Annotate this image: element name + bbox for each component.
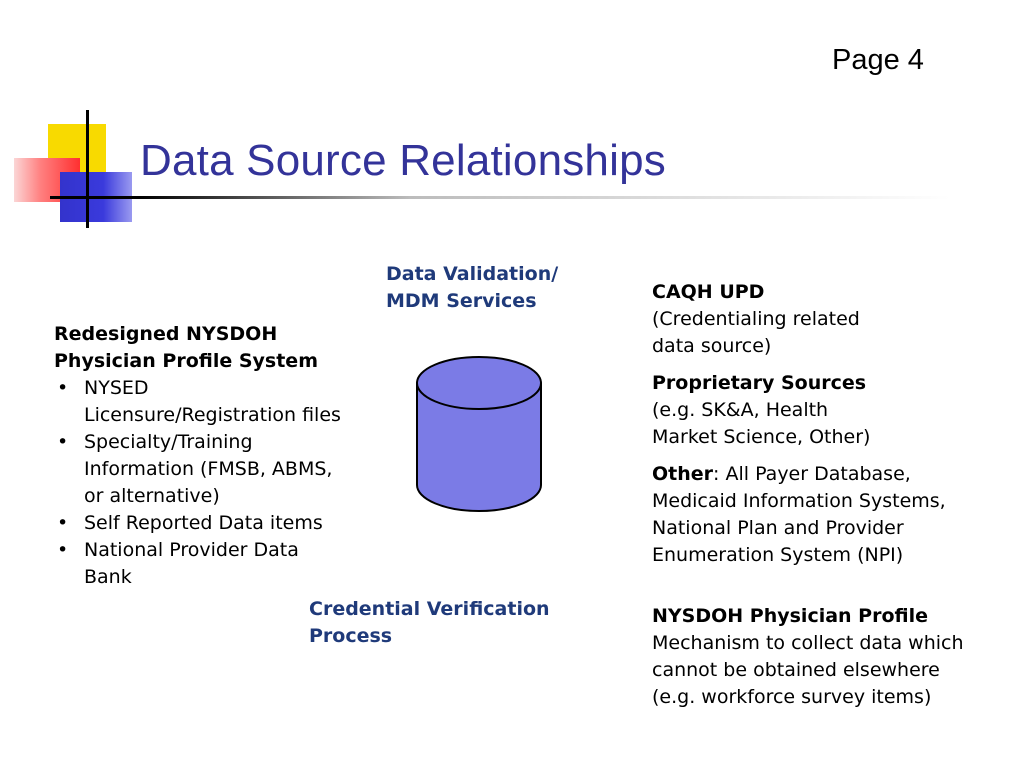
left-bullet-list xyxy=(54,375,374,591)
credential-verification-label xyxy=(309,596,589,650)
other-line: National Plan and Provider xyxy=(652,517,904,539)
bullet-icon: • xyxy=(57,431,69,453)
list-item xyxy=(54,375,374,429)
other-line: Enumeration System (NPI) xyxy=(652,544,904,566)
data-validation-line1: Data Validation/ xyxy=(386,263,559,285)
list-item xyxy=(54,537,374,591)
caqh-line: data source) xyxy=(652,335,772,357)
other-first-line xyxy=(652,461,1012,488)
bullet-icon: • xyxy=(57,512,69,534)
page-title: Data Source Relationships xyxy=(140,136,666,185)
logo-vertical-line xyxy=(86,110,89,228)
bullet-icon: • xyxy=(57,539,69,561)
proprietary-line: (e.g. SK&A, Health xyxy=(652,399,829,421)
list-item xyxy=(54,510,374,537)
bullet-text-line: Bank xyxy=(84,566,132,588)
data-validation-label xyxy=(386,261,606,315)
caqh-line: (Credentialing related xyxy=(652,308,860,330)
title-underline xyxy=(50,196,950,199)
other-title: Other xyxy=(652,463,714,485)
caqh-block xyxy=(652,279,1012,360)
caqh-title: CAQH UPD xyxy=(652,281,765,303)
bullet-text-line: Self Reported Data items xyxy=(84,512,323,534)
data-validation-line2: MDM Services xyxy=(386,290,537,312)
proprietary-line: Market Science, Other) xyxy=(652,426,871,448)
page-number: Page 4 xyxy=(832,44,924,76)
left-source-panel xyxy=(54,321,374,591)
bullet-text-line: or alternative) xyxy=(84,485,220,507)
proprietary-title: Proprietary Sources xyxy=(652,372,867,394)
bullet-icon: • xyxy=(57,377,69,399)
bullet-text-line: NYSED xyxy=(84,377,149,399)
other-block xyxy=(652,461,1012,569)
right-sources-panel xyxy=(652,279,1012,721)
nysdoh-line: Mechanism to collect data which xyxy=(652,632,964,654)
bullet-text-line: Specialty/Training xyxy=(84,431,253,453)
nysdoh-title: NYSDOH Physician Profile xyxy=(652,605,929,627)
other-lead: : All Payer Database, xyxy=(713,463,911,485)
bullet-text-line: Information (FMSB, ABMS, xyxy=(84,458,333,480)
nysdoh-line: (e.g. workforce survey items) xyxy=(652,686,932,708)
database-cylinder-icon xyxy=(414,355,544,515)
nysdoh-block xyxy=(652,603,1012,711)
left-heading-line1: Redesigned NYSDOH xyxy=(54,323,278,345)
bullet-text-line: Licensure/Registration files xyxy=(84,404,341,426)
other-line: Medicaid Information Systems, xyxy=(652,490,946,512)
bullet-text-line: National Provider Data xyxy=(84,539,299,561)
left-heading-line2: Physician Profile System xyxy=(54,350,318,372)
credential-verification-line2: Process xyxy=(309,625,393,647)
nysdoh-line: cannot be obtained elsewhere xyxy=(652,659,940,681)
credential-verification-line1: Credential Verification xyxy=(309,598,550,620)
proprietary-block xyxy=(652,370,1012,451)
list-item xyxy=(54,429,374,510)
